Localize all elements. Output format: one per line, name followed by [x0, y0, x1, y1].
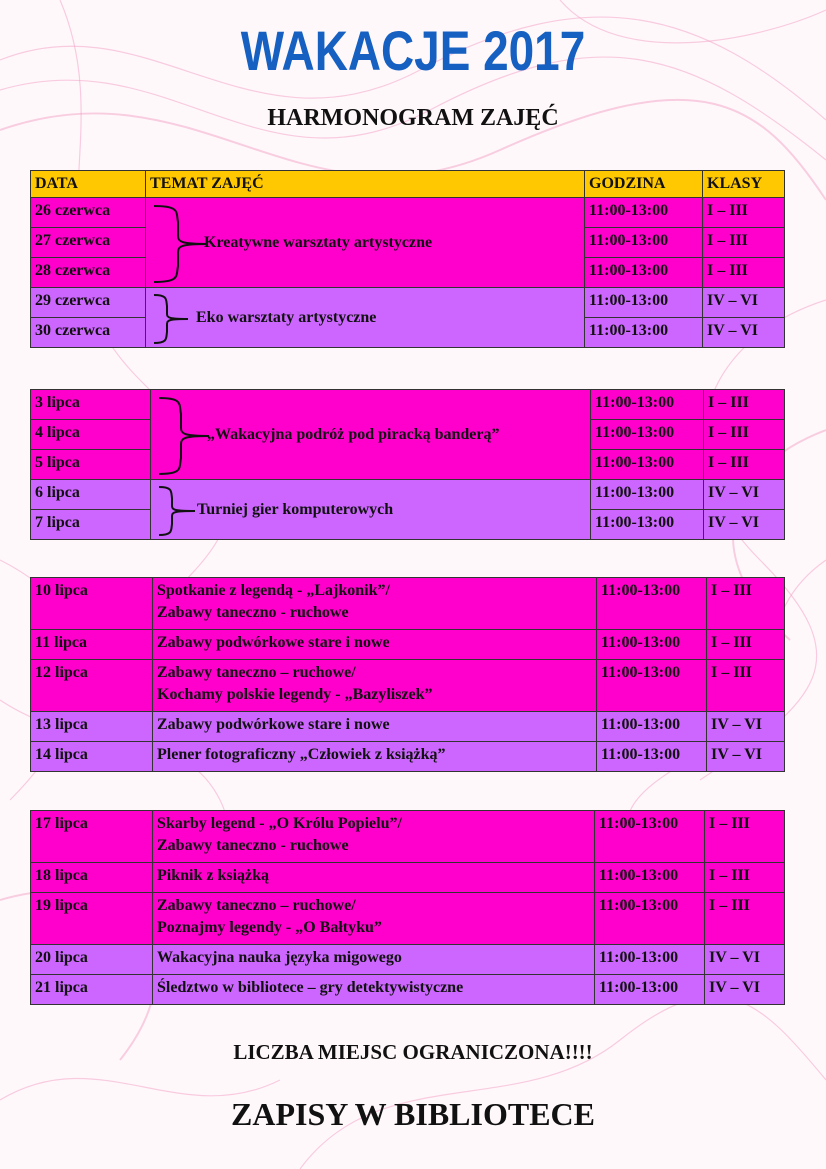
classes-cell: IV – VI	[705, 945, 785, 975]
hour-cell: 11:00-13:00	[595, 811, 705, 863]
date-cell: 3 lipca	[31, 390, 151, 420]
classes-cell: I – III	[704, 450, 785, 480]
table-row	[31, 975, 785, 1005]
limited-seats-notice: LICZBA MIEJSC OGRANICZONA!!!!	[233, 1040, 593, 1064]
classes-cell: I – III	[707, 660, 785, 712]
hour-cell: 11:00-13:00	[597, 712, 707, 742]
hour-cell: 11:00-13:00	[585, 198, 703, 228]
topic-cell	[153, 811, 595, 863]
table-row	[31, 390, 785, 420]
schedule-table-week3	[30, 577, 785, 772]
topic-cell: Śledztwo w bibliotece – gry detektywistyczne	[153, 975, 595, 1005]
classes-cell: I – III	[703, 198, 785, 228]
hour-cell: 11:00-13:00	[597, 742, 707, 772]
classes-cell: I – III	[705, 811, 785, 863]
date-cell: 6 lipca	[31, 480, 151, 510]
table-row	[31, 288, 785, 318]
date-cell: 10 lipca	[31, 578, 153, 630]
hour-cell: 11:00-13:00	[585, 318, 703, 348]
hour-cell: 11:00-13:00	[595, 975, 705, 1005]
topic-cell: Wakacyjna nauka języka migowego	[153, 945, 595, 975]
classes-cell: I – III	[703, 228, 785, 258]
date-cell: 5 lipca	[31, 450, 151, 480]
schedule-table-week1	[30, 170, 785, 348]
classes-cell: IV – VI	[703, 318, 785, 348]
table-row	[31, 742, 785, 772]
topic-cell	[153, 893, 595, 945]
topic-text: Kreatywne warsztaty artystyczne	[204, 233, 433, 251]
classes-cell: I – III	[705, 863, 785, 893]
date-cell: 21 lipca	[31, 975, 153, 1005]
topic-text: Eko warsztaty artystyczne	[196, 308, 377, 326]
signup-notice: ZAPISY W BIBLIOTECE	[231, 1096, 595, 1132]
hour-cell: 11:00-13:00	[595, 945, 705, 975]
topic-line: Kochamy polskie legendy - „Bazyliszek”	[157, 686, 433, 703]
topic-cell: Plener fotograficzny „Człowiek z książką”	[153, 742, 597, 772]
hour-cell: 11:00-13:00	[591, 420, 704, 450]
topic-cell	[153, 660, 597, 712]
classes-cell: IV – VI	[707, 712, 785, 742]
hour-cell: 11:00-13:00	[591, 510, 704, 540]
classes-cell: IV – VI	[705, 975, 785, 1005]
date-cell: 29 czerwca	[31, 288, 146, 318]
date-cell: 27 czerwca	[31, 228, 146, 258]
hour-cell: 11:00-13:00	[595, 893, 705, 945]
date-cell: 28 czerwca	[31, 258, 146, 288]
classes-cell: I – III	[707, 630, 785, 660]
classes-cell: I – III	[703, 258, 785, 288]
date-cell: 17 lipca	[31, 811, 153, 863]
topic-cell	[146, 198, 585, 288]
brace-icon	[155, 394, 211, 478]
table-row	[31, 863, 785, 893]
date-cell: 19 lipca	[31, 893, 153, 945]
classes-cell: I – III	[705, 893, 785, 945]
topic-cell	[151, 390, 591, 480]
date-cell: 26 czerwca	[31, 198, 146, 228]
topic-cell	[153, 578, 597, 630]
hour-cell: 11:00-13:00	[585, 258, 703, 288]
topic-line: Spotkanie z legendą - „Lajkonik”/	[157, 582, 390, 599]
topic-cell: Zabawy podwórkowe stare i nowe	[153, 712, 597, 742]
topic-cell: Piknik z książką	[153, 863, 595, 893]
brace-icon	[150, 292, 190, 346]
classes-cell: IV – VI	[704, 480, 785, 510]
date-cell: 18 lipca	[31, 863, 153, 893]
hour-cell: 11:00-13:00	[585, 288, 703, 318]
topic-text: Turniej gier komputerowych	[197, 500, 394, 518]
hour-cell: 11:00-13:00	[597, 660, 707, 712]
topic-text: „Wakacyjna podróż pod piracką banderą”	[207, 425, 500, 443]
page-title: WAKACJE 2017	[240, 19, 586, 82]
header-hour: GODZINA	[585, 171, 703, 198]
date-cell: 4 lipca	[31, 420, 151, 450]
topic-line: Zabawy taneczno - ruchowe	[157, 604, 349, 621]
table-row	[31, 480, 785, 510]
table-row	[31, 578, 785, 630]
date-cell: 30 czerwca	[31, 318, 146, 348]
date-cell: 7 lipca	[31, 510, 151, 540]
table-row	[31, 811, 785, 863]
date-cell: 14 lipca	[31, 742, 153, 772]
table-header-row	[31, 171, 785, 198]
table-row	[31, 630, 785, 660]
table-row	[31, 660, 785, 712]
topic-cell: Zabawy podwórkowe stare i nowe	[153, 630, 597, 660]
topic-line: Poznajmy legendy - „O Bałtyku”	[157, 919, 382, 936]
schedule-table-week2	[30, 389, 785, 540]
page-subtitle: HARMONOGRAM ZAJĘĆ	[267, 105, 559, 131]
hour-cell: 11:00-13:00	[597, 578, 707, 630]
classes-cell: IV – VI	[703, 288, 785, 318]
classes-cell: I – III	[707, 578, 785, 630]
date-cell: 13 lipca	[31, 712, 153, 742]
classes-cell: IV – VI	[707, 742, 785, 772]
topic-cell	[146, 288, 585, 348]
header-classes: KLASY	[703, 171, 785, 198]
topic-line: Zabawy taneczno - ruchowe	[157, 837, 349, 854]
table-row	[31, 712, 785, 742]
date-cell: 11 lipca	[31, 630, 153, 660]
hour-cell: 11:00-13:00	[591, 480, 704, 510]
table-row	[31, 198, 785, 228]
hour-cell: 11:00-13:00	[585, 228, 703, 258]
date-cell: 12 lipca	[31, 660, 153, 712]
topic-cell	[151, 480, 591, 540]
classes-cell: IV – VI	[704, 510, 785, 540]
brace-icon	[150, 202, 210, 286]
schedule-table-week4	[30, 810, 785, 1005]
topic-line: Zabawy taneczno – ruchowe/	[157, 664, 356, 681]
hour-cell: 11:00-13:00	[595, 863, 705, 893]
hour-cell: 11:00-13:00	[591, 450, 704, 480]
hour-cell: 11:00-13:00	[591, 390, 704, 420]
header-date: DATA	[31, 171, 146, 198]
classes-cell: I – III	[704, 420, 785, 450]
topic-line: Skarby legend - „O Królu Popielu”/	[157, 815, 402, 832]
topic-line: Zabawy taneczno – ruchowe/	[157, 897, 356, 914]
table-row	[31, 893, 785, 945]
hour-cell: 11:00-13:00	[597, 630, 707, 660]
date-cell: 20 lipca	[31, 945, 153, 975]
brace-icon	[155, 484, 199, 538]
classes-cell: I – III	[704, 390, 785, 420]
table-row	[31, 945, 785, 975]
header-topic: TEMAT ZAJĘĆ	[146, 171, 585, 198]
